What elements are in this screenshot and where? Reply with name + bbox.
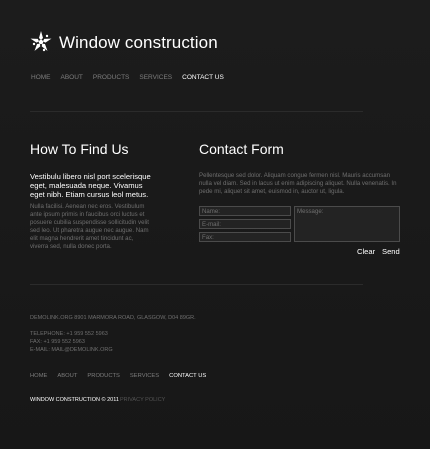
- telephone-text: TELEPHONE: +1 959 552 5963: [30, 331, 108, 337]
- send-button[interactable]: Send: [382, 247, 400, 256]
- footer-nav-contact-us[interactable]: CONTACT US: [169, 373, 207, 379]
- name-field[interactable]: Name:: [199, 206, 291, 216]
- address-line: DEMOLINK.ORG 8901 MARMORA ROAD, GLASGOW, D04 89GR.: [30, 315, 196, 321]
- message-field[interactable]: Message:: [294, 206, 400, 242]
- footer-nav-home[interactable]: HOME: [30, 373, 48, 379]
- footer-nav-services[interactable]: SERVICES: [129, 373, 160, 379]
- divider: [30, 284, 363, 285]
- footer-nav: [30, 373, 216, 379]
- contact-form-intro: Pellentesque sed dolor. Aliquam congue fermen nisl. Mauris accumsan nulla vel diam. Sed in lacus ut enim adipiscing aliquet. Nulla venenatis. In pede mi, aliquet sit amet, euismod in, auctor ut, ligula.: [199, 172, 397, 195]
- email-field[interactable]: E-mail:: [199, 219, 291, 229]
- contact-form-title: Contact Form: [199, 141, 284, 157]
- nav-contact-us[interactable]: CONTACT US: [182, 74, 224, 81]
- footer-nav-about[interactable]: ABOUT: [57, 373, 78, 379]
- privacy-policy-link[interactable]: PRIVACY POLICY: [120, 397, 166, 403]
- brand-title[interactable]: Window construction: [59, 33, 218, 52]
- nav-about[interactable]: ABOUT: [60, 74, 83, 81]
- nav-home[interactable]: HOME: [31, 74, 51, 81]
- find-us-lead: Vestibulu libero nisl port scelerisque eget, malesuada neque. Vivamus eget nibh. Etiam cursus leol metus.: [30, 172, 151, 199]
- footer-nav-products[interactable]: PRODUCTS: [87, 373, 120, 379]
- nav-products[interactable]: PRODUCTS: [92, 74, 130, 81]
- copyright-text: WINDOW CONSTRUCTION © 2011: [30, 397, 119, 403]
- find-us-body: Nulla facilisi. Aenean nec eros. Vestibulum ante ipsum primis in faucibus orci luctus et posuere cubilia suspendisse sollicitudin velit sed leo. Ut pharetra augue nec augue. Nam elit magna hendrerit amet tincidunt ac, viverra sed, nulla donec porta.: [30, 203, 149, 250]
- main-nav: [31, 74, 234, 81]
- find-us-title: How To Find Us: [30, 141, 129, 157]
- nav-services[interactable]: SERVICES: [139, 74, 173, 81]
- fax-text: FAX: +1 959 552 5963: [30, 339, 85, 345]
- fax-field[interactable]: Fax:: [199, 232, 291, 242]
- email-text[interactable]: E-MAIL: MAIL@DEMOLINK.ORG: [30, 347, 113, 353]
- clear-button[interactable]: Clear: [357, 247, 376, 256]
- snowflake-logo-icon[interactable]: [30, 30, 52, 54]
- divider: [30, 111, 363, 112]
